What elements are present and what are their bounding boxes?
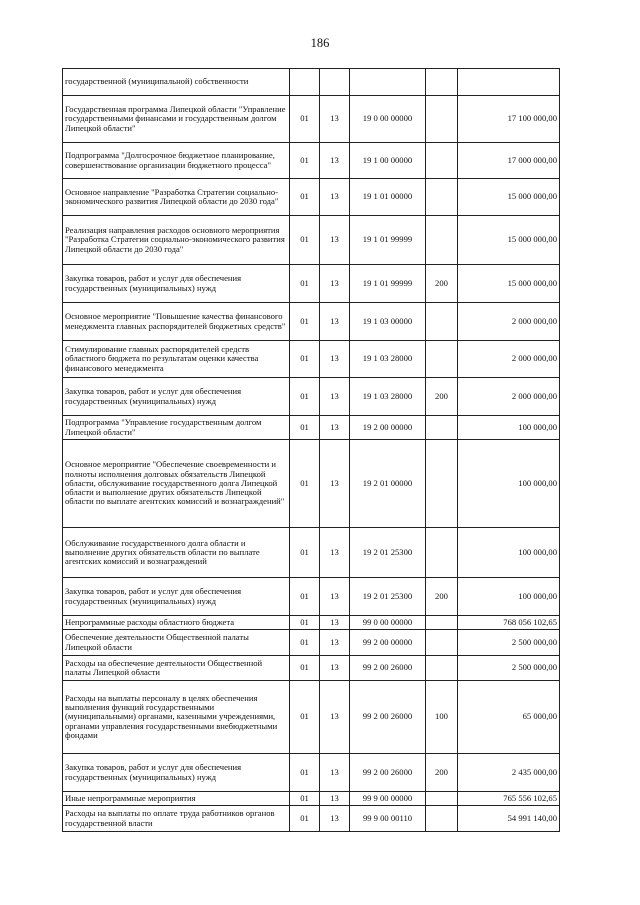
budget-table bbox=[62, 68, 560, 832]
amount-cell: 15 000 000,00 bbox=[458, 216, 560, 265]
expense-name-cell: Закупка товаров, работ и услуг для обеспечения государственных (муниципальных) нужд bbox=[63, 578, 290, 616]
expense-name-cell: Непрограммные расходы областного бюджета bbox=[63, 616, 290, 630]
expense-type-cell: 200 bbox=[426, 378, 458, 416]
target-article-cell: 19 1 00 00000 bbox=[350, 143, 426, 179]
expense-type-cell bbox=[426, 303, 458, 341]
expense-type-cell bbox=[426, 96, 458, 143]
expense-type-cell bbox=[426, 216, 458, 265]
ministry-code-cell: 01 bbox=[290, 792, 320, 806]
ministry-code-cell: 01 bbox=[290, 754, 320, 792]
amount-cell: 100 000,00 bbox=[458, 578, 560, 616]
expense-name-cell: Иные непрограммные мероприятия bbox=[63, 792, 290, 806]
table-row bbox=[63, 806, 560, 832]
expense-name-cell: Расходы на обеспечение деятельности Общественной палаты Липецкой области bbox=[63, 656, 290, 681]
expense-name-cell: Реализация направления расходов основного мероприятия "Разработка Стратегии социально-экономического развития Липецкой области до 2030 года" bbox=[63, 216, 290, 265]
section-code-cell: 13 bbox=[320, 216, 350, 265]
ministry-code-cell: 01 bbox=[290, 440, 320, 528]
expense-type-cell: 200 bbox=[426, 265, 458, 303]
expense-type-cell: 200 bbox=[426, 754, 458, 792]
target-article-cell: 99 2 00 26000 bbox=[350, 681, 426, 754]
target-article-cell: 19 1 03 28000 bbox=[350, 341, 426, 378]
table-row bbox=[63, 341, 560, 378]
ministry-code-cell: 01 bbox=[290, 265, 320, 303]
expense-type-cell bbox=[426, 416, 458, 440]
table-row bbox=[63, 578, 560, 616]
amount-cell: 2 500 000,00 bbox=[458, 630, 560, 656]
section-code-cell: 13 bbox=[320, 143, 350, 179]
ministry-code-cell: 01 bbox=[290, 378, 320, 416]
amount-cell: 2 000 000,00 bbox=[458, 341, 560, 378]
ministry-code-cell: 01 bbox=[290, 806, 320, 832]
expense-type-cell bbox=[426, 806, 458, 832]
expense-type-cell: 200 bbox=[426, 578, 458, 616]
section-code-cell: 13 bbox=[320, 754, 350, 792]
ministry-code-cell: 01 bbox=[290, 416, 320, 440]
expense-name-cell: Обслуживание государственного долга области и выполнение других обязательств области по выплате агентских комиссий и вознаграждений bbox=[63, 528, 290, 578]
section-code-cell: 13 bbox=[320, 440, 350, 528]
expense-name-cell: Основное мероприятие "Обеспечение своевременности и полноты исполнения долговых обязательств Липецкой области, обслуживание государственного долга Липецкой области и выполнение других обязательств Липецкой области по выплате агентских комиссий и вознаграждений" bbox=[63, 440, 290, 528]
expense-type-cell bbox=[426, 179, 458, 216]
expense-type-cell bbox=[426, 143, 458, 179]
target-article-cell: 19 1 03 28000 bbox=[350, 378, 426, 416]
expense-type-cell bbox=[426, 656, 458, 681]
target-article-cell: 19 2 01 25300 bbox=[350, 578, 426, 616]
section-code-cell: 13 bbox=[320, 303, 350, 341]
amount-cell: 54 991 140,00 bbox=[458, 806, 560, 832]
expense-name-cell: Расходы на выплаты по оплате труда работников органов государственной власти bbox=[63, 806, 290, 832]
section-code-cell: 13 bbox=[320, 806, 350, 832]
section-code-cell: 13 bbox=[320, 528, 350, 578]
section-code-cell: 13 bbox=[320, 96, 350, 143]
table-row bbox=[63, 630, 560, 656]
ministry-code-cell: 01 bbox=[290, 681, 320, 754]
section-code-cell: 13 bbox=[320, 265, 350, 303]
target-article-cell: 19 1 03 00000 bbox=[350, 303, 426, 341]
expense-name-cell: Закупка товаров, работ и услуг для обеспечения государственных (муниципальных) нужд bbox=[63, 378, 290, 416]
amount-cell: 65 000,00 bbox=[458, 681, 560, 754]
ministry-code-cell: 01 bbox=[290, 216, 320, 265]
expense-name-cell: государственной (муниципальной) собственности bbox=[63, 69, 290, 96]
target-article-cell: 99 9 00 00110 bbox=[350, 806, 426, 832]
budget-table-body bbox=[63, 69, 560, 832]
amount-cell: 17 100 000,00 bbox=[458, 96, 560, 143]
amount-cell: 15 000 000,00 bbox=[458, 179, 560, 216]
amount-cell: 2 435 000,00 bbox=[458, 754, 560, 792]
expense-name-cell: Основное мероприятие "Повышение качества финансового менеджмента главных распорядителей бюджетных средств" bbox=[63, 303, 290, 341]
table-row bbox=[63, 792, 560, 806]
ministry-code-cell: 01 bbox=[290, 528, 320, 578]
table-row bbox=[63, 416, 560, 440]
expense-name-cell: Обеспечение деятельности Общественной палаты Липецкой области bbox=[63, 630, 290, 656]
expense-name-cell: Закупка товаров, работ и услуг для обеспечения государственных (муниципальных) нужд bbox=[63, 754, 290, 792]
ministry-code-cell: 01 bbox=[290, 303, 320, 341]
ministry-code-cell: 01 bbox=[290, 143, 320, 179]
expense-type-cell bbox=[426, 341, 458, 378]
amount-cell: 2 000 000,00 bbox=[458, 303, 560, 341]
table-row bbox=[63, 528, 560, 578]
target-article-cell: 19 1 01 99999 bbox=[350, 265, 426, 303]
expense-type-cell bbox=[426, 69, 458, 96]
expense-type-cell: 100 bbox=[426, 681, 458, 754]
table-row bbox=[63, 378, 560, 416]
expense-type-cell bbox=[426, 440, 458, 528]
amount-cell: 100 000,00 bbox=[458, 440, 560, 528]
expense-name-cell: Стимулирование главных распорядителей средств областного бюджета по результатам оценки качества финансового менеджмента bbox=[63, 341, 290, 378]
table-row bbox=[63, 143, 560, 179]
expense-name-cell: Закупка товаров, работ и услуг для обеспечения государственных (муниципальных) нужд bbox=[63, 265, 290, 303]
table-row bbox=[63, 96, 560, 143]
table-row bbox=[63, 179, 560, 216]
target-article-cell: 99 9 00 00000 bbox=[350, 792, 426, 806]
expense-type-cell bbox=[426, 616, 458, 630]
target-article-cell: 19 1 01 00000 bbox=[350, 179, 426, 216]
table-row bbox=[63, 656, 560, 681]
table-row bbox=[63, 440, 560, 528]
expense-name-cell: Государственная программа Липецкой области "Управление государственными финансами и государственным долгом Липецкой области" bbox=[63, 96, 290, 143]
target-article-cell: 99 2 00 26000 bbox=[350, 656, 426, 681]
target-article-cell: 19 1 01 99999 bbox=[350, 216, 426, 265]
ministry-code-cell: 01 bbox=[290, 630, 320, 656]
expense-type-cell bbox=[426, 630, 458, 656]
amount-cell: 768 056 102,65 bbox=[458, 616, 560, 630]
expense-name-cell: Расходы на выплаты персоналу в целях обеспечения выполнения функций государственными (муниципальными) органами, казенными учреждениями, органами управления государственными внебюджетными фондами bbox=[63, 681, 290, 754]
target-article-cell: 19 2 00 00000 bbox=[350, 416, 426, 440]
ministry-code-cell: 01 bbox=[290, 341, 320, 378]
table-row bbox=[63, 303, 560, 341]
section-code-cell: 13 bbox=[320, 630, 350, 656]
section-code-cell bbox=[320, 69, 350, 96]
target-article-cell: 99 0 00 00000 bbox=[350, 616, 426, 630]
ministry-code-cell bbox=[290, 69, 320, 96]
page-number: 186 bbox=[310, 36, 330, 50]
amount-cell: 15 000 000,00 bbox=[458, 265, 560, 303]
ministry-code-cell: 01 bbox=[290, 96, 320, 143]
table-row bbox=[63, 681, 560, 754]
target-article-cell: 99 2 00 26000 bbox=[350, 754, 426, 792]
ministry-code-cell: 01 bbox=[290, 578, 320, 616]
amount-cell: 100 000,00 bbox=[458, 416, 560, 440]
expense-type-cell bbox=[426, 792, 458, 806]
amount-cell: 2 500 000,00 bbox=[458, 656, 560, 681]
table-row bbox=[63, 69, 560, 96]
expense-name-cell: Основное направление "Разработка Стратегии социально-экономического развития Липецкой области до 2030 года" bbox=[63, 179, 290, 216]
section-code-cell: 13 bbox=[320, 341, 350, 378]
section-code-cell: 13 bbox=[320, 378, 350, 416]
amount-cell bbox=[458, 69, 560, 96]
target-article-cell: 19 2 01 25300 bbox=[350, 528, 426, 578]
table-row bbox=[63, 616, 560, 630]
target-article-cell: 99 2 00 00000 bbox=[350, 630, 426, 656]
amount-cell: 100 000,00 bbox=[458, 528, 560, 578]
amount-cell: 2 000 000,00 bbox=[458, 378, 560, 416]
section-code-cell: 13 bbox=[320, 656, 350, 681]
ministry-code-cell: 01 bbox=[290, 616, 320, 630]
amount-cell: 17 000 000,00 bbox=[458, 143, 560, 179]
expense-name-cell: Подпрограмма "Долгосрочное бюджетное планирование, совершенствование организации бюджетного процесса" bbox=[63, 143, 290, 179]
target-article-cell bbox=[350, 69, 426, 96]
amount-cell: 765 556 102,65 bbox=[458, 792, 560, 806]
ministry-code-cell: 01 bbox=[290, 656, 320, 681]
section-code-cell: 13 bbox=[320, 792, 350, 806]
table-row bbox=[63, 265, 560, 303]
ministry-code-cell: 01 bbox=[290, 179, 320, 216]
section-code-cell: 13 bbox=[320, 179, 350, 216]
section-code-cell: 13 bbox=[320, 416, 350, 440]
expense-name-cell: Подпрограмма "Управление государственным долгом Липецкой области" bbox=[63, 416, 290, 440]
section-code-cell: 13 bbox=[320, 681, 350, 754]
section-code-cell: 13 bbox=[320, 616, 350, 630]
table-row bbox=[63, 216, 560, 265]
target-article-cell: 19 2 01 00000 bbox=[350, 440, 426, 528]
expense-type-cell bbox=[426, 528, 458, 578]
section-code-cell: 13 bbox=[320, 578, 350, 616]
table-row bbox=[63, 754, 560, 792]
target-article-cell: 19 0 00 00000 bbox=[350, 96, 426, 143]
